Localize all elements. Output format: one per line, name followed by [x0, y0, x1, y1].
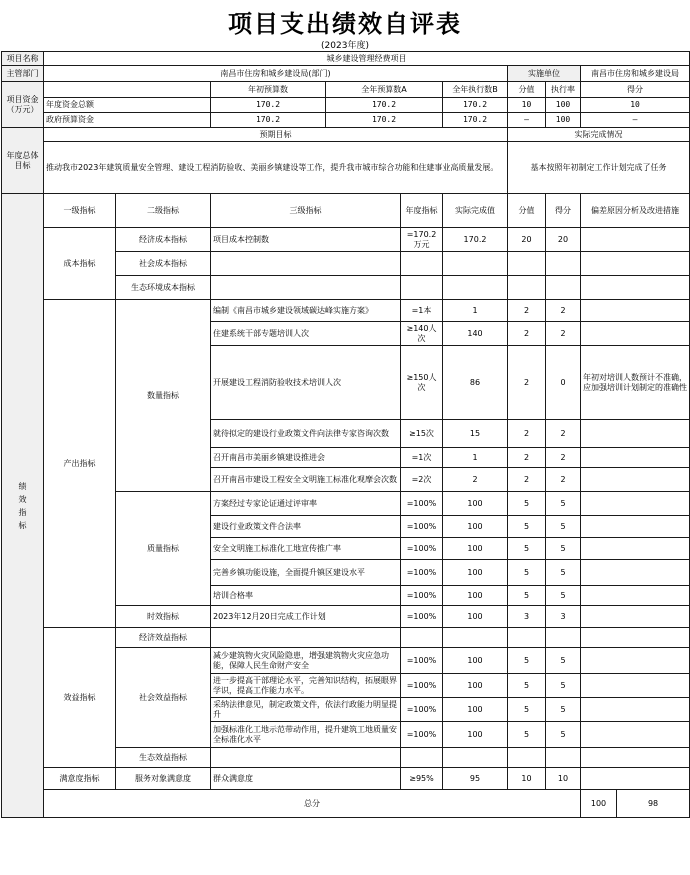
indicator-score: 5 — [508, 722, 546, 748]
header-target: 年度指标 — [401, 194, 443, 228]
effect-social: 社会效益指标 — [116, 648, 211, 748]
cost-l1: 成本指标 — [44, 228, 116, 300]
indicator-score: 5 — [508, 674, 546, 698]
indicator-target: ≥95% — [401, 768, 443, 790]
indicator-actual: 15 — [443, 420, 508, 448]
indicator-reason — [581, 698, 690, 722]
indicator-score: 2 — [508, 448, 546, 468]
header-level3: 三级指标 — [211, 194, 401, 228]
total-label: 总分 — [44, 790, 581, 818]
indicator-reason — [581, 606, 690, 628]
indicator-reason — [581, 448, 690, 468]
header-reason: 偏差原因分析及改进措施 — [581, 194, 690, 228]
indicator-reason — [581, 322, 690, 346]
indicator-target: =100% — [401, 560, 443, 586]
indicator-score: 5 — [508, 492, 546, 516]
indicator-target: =100% — [401, 698, 443, 722]
project-name: 城乡建设管理经费项目 — [44, 52, 690, 66]
indicator-reason — [581, 722, 690, 748]
indicator-target: ≥140人次 — [401, 322, 443, 346]
indicator-actual: 2 — [443, 468, 508, 492]
goals-label: 年度总体目标 — [2, 128, 44, 194]
indicator-got: 2 — [546, 322, 581, 346]
indicator-name: 住建系统干部专题培训人次 — [211, 322, 401, 346]
indicator-actual: 86 — [443, 346, 508, 420]
indicator-got: 2 — [546, 448, 581, 468]
indicator-name: 减少建筑物火灾风险隐患，增强建筑物火灾应急功能，保障人民生命财产安全 — [211, 648, 401, 674]
indicator-reason — [581, 648, 690, 674]
dept-value: 南昌市住房和城乡建设局(部门) — [44, 66, 508, 82]
funds-cell: 170.2 — [326, 98, 443, 113]
indicator-name: 编制《南昌市城乡建设领域碳达峰实施方案》 — [211, 300, 401, 322]
indicator-score: 2 — [508, 322, 546, 346]
output-quantity: 数量指标 — [116, 300, 211, 492]
indicator-target: =100% — [401, 648, 443, 674]
performance-indicator-label: 绩效指标 — [2, 194, 44, 818]
indicator-got: 5 — [546, 586, 581, 606]
indicator-score: 5 — [508, 586, 546, 606]
indicator-got: 3 — [546, 606, 581, 628]
indicator-name: 采纳法律意见，制定政策文件，依法行政能力明显提升 — [211, 698, 401, 722]
impl-value: 南昌市住房和城乡建设局 — [581, 66, 690, 82]
indicator-score: 2 — [508, 300, 546, 322]
cost-row-got: 20 — [546, 228, 581, 252]
funds-header-initial: 年初预算数 — [211, 82, 326, 98]
total-score: 100 — [581, 790, 617, 818]
total-got: 98 — [617, 790, 690, 818]
indicator-target: =100% — [401, 586, 443, 606]
funds-cell: 100 — [546, 113, 581, 128]
cost-row-name: 项目成本控制数 — [211, 228, 401, 252]
indicator-got: 5 — [546, 698, 581, 722]
indicator-name: 进一步提高干部理论水平，完善知识结构，拓展眼界学识，提高工作能力水平。 — [211, 674, 401, 698]
indicator-got: 0 — [546, 346, 581, 420]
indicator-target: =100% — [401, 606, 443, 628]
indicator-actual: 100 — [443, 698, 508, 722]
indicator-name: 开展建设工程消防验收技术培训人次 — [211, 346, 401, 420]
indicator-name: 加强标准化工地示范带动作用，提升建筑工地质量安全标准化水平 — [211, 722, 401, 748]
indicator-actual: 100 — [443, 538, 508, 560]
indicator-reason — [581, 586, 690, 606]
cost-row-actual: 170.2 — [443, 228, 508, 252]
indicator-reason — [581, 300, 690, 322]
funds-cell: 170.2 — [211, 113, 326, 128]
year-label: (2023年度) — [321, 41, 369, 51]
indicator-actual: 100 — [443, 492, 508, 516]
indicator-actual: 100 — [443, 722, 508, 748]
indicator-target: =2次 — [401, 468, 443, 492]
indicator-target: =1本 — [401, 300, 443, 322]
indicator-got: 5 — [546, 560, 581, 586]
indicator-got: 5 — [546, 674, 581, 698]
indicator-reason: 年初对培训人数预计不准确，应加强培训计划制定的准确性 — [581, 346, 690, 420]
goals-actual-label: 实际完成情况 — [508, 128, 690, 142]
indicator-actual: 140 — [443, 322, 508, 346]
cost-row-reason — [581, 228, 690, 252]
header-level2: 二级指标 — [116, 194, 211, 228]
funds-cell: 170.2 — [326, 113, 443, 128]
indicator-target: ≥15次 — [401, 420, 443, 448]
indicator-name: 就待拟定的建设行业政策文件向法律专家咨询次数 — [211, 420, 401, 448]
output-time: 时效指标 — [116, 606, 211, 628]
funds-cell: 170.2 — [211, 98, 326, 113]
dept-label: 主管部门 — [2, 66, 44, 82]
funds-cell: 170.2 — [443, 98, 508, 113]
output-quality: 质量指标 — [116, 492, 211, 606]
self-evaluation-table — [1, 51, 690, 818]
cost-social: 社会成本指标 — [116, 252, 211, 276]
indicator-score: 5 — [508, 560, 546, 586]
indicator-reason — [581, 560, 690, 586]
indicator-name: 安全文明施工标准化工地宣传推广率 — [211, 538, 401, 560]
goals-actual-text: 基本按照年初制定工作计划完成了任务 — [508, 142, 690, 194]
indicator-score: 5 — [508, 698, 546, 722]
funds-row-label: 政府预算资金 — [44, 113, 211, 128]
indicator-score: 2 — [508, 420, 546, 448]
indicator-actual: 100 — [443, 674, 508, 698]
indicator-score: 2 — [508, 468, 546, 492]
indicator-target: =100% — [401, 538, 443, 560]
indicator-reason — [581, 538, 690, 560]
header-score: 分值 — [508, 194, 546, 228]
cost-economic: 经济成本指标 — [116, 228, 211, 252]
indicator-target: =100% — [401, 722, 443, 748]
indicator-name: 培训合格率 — [211, 586, 401, 606]
indicator-got: 5 — [546, 538, 581, 560]
indicator-got: 5 — [546, 516, 581, 538]
funds-header-score: 分值 — [508, 82, 546, 98]
funds-corner — [44, 82, 211, 98]
indicator-target: =100% — [401, 516, 443, 538]
indicator-name: 完善乡镇功能设施，全面提升镇区建设水平 — [211, 560, 401, 586]
indicator-name: 方案经过专家论证通过评审率 — [211, 492, 401, 516]
header-got: 得分 — [546, 194, 581, 228]
indicator-got: 2 — [546, 468, 581, 492]
indicator-name: 召开南昌市建设工程安全文明施工标准化观摩会次数 — [211, 468, 401, 492]
indicator-reason — [581, 492, 690, 516]
indicator-target: =1次 — [401, 448, 443, 468]
indicator-got: 10 — [546, 768, 581, 790]
indicator-got: 5 — [546, 648, 581, 674]
indicator-actual: 1 — [443, 300, 508, 322]
effect-l1: 效益指标 — [44, 628, 116, 768]
goals-expected-text: 推动我市2023年建筑质量安全管理、建设工程消防验收、美丽乡镇建设等工作，提升我市城市综合功能和住建事业高质量发展。 — [44, 142, 508, 194]
indicator-actual: 100 — [443, 586, 508, 606]
effect-economic: 经济效益指标 — [116, 628, 211, 648]
cost-eco: 生态环境成本指标 — [116, 276, 211, 300]
funds-header-budget-a: 全年预算数A — [326, 82, 443, 98]
cost-row-target: =170.2万元 — [401, 228, 443, 252]
indicator-score: 3 — [508, 606, 546, 628]
effect-eco: 生态效益指标 — [116, 748, 211, 768]
indicator-target: =100% — [401, 492, 443, 516]
project-name-label: 项目名称 — [2, 52, 44, 66]
indicator-actual: 100 — [443, 606, 508, 628]
indicator-reason — [581, 674, 690, 698]
funds-cell: — — [508, 113, 546, 128]
funds-header-rate: 执行率 — [546, 82, 581, 98]
indicator-target: ≥150人次 — [401, 346, 443, 420]
funds-row-label: 年度资金总额 — [44, 98, 211, 113]
indicator-actual: 100 — [443, 516, 508, 538]
impl-label: 实施单位 — [508, 66, 581, 82]
header-level1: 一级指标 — [44, 194, 116, 228]
satisfaction-l1: 满意度指标 — [44, 768, 116, 790]
indicator-reason — [581, 468, 690, 492]
indicator-got: 5 — [546, 722, 581, 748]
indicator-score: 10 — [508, 768, 546, 790]
indicator-actual: 1 — [443, 448, 508, 468]
funds-header-exec-b: 全年执行数B — [443, 82, 508, 98]
funds-label: 项目资金（万元） — [2, 82, 44, 128]
funds-cell: 10 — [581, 98, 690, 113]
indicator-name: 群众满意度 — [211, 768, 401, 790]
indicator-reason — [581, 516, 690, 538]
indicator-reason — [581, 768, 690, 790]
output-l1: 产出指标 — [44, 300, 116, 628]
indicator-score: 5 — [508, 538, 546, 560]
indicator-name: 建设行业政策文件合法率 — [211, 516, 401, 538]
indicator-got: 2 — [546, 300, 581, 322]
indicator-target: =100% — [401, 674, 443, 698]
funds-cell: 10 — [508, 98, 546, 113]
header-actual: 实际完成值 — [443, 194, 508, 228]
indicator-reason — [581, 420, 690, 448]
satisfaction-l2: 服务对象满意度 — [116, 768, 211, 790]
indicator-actual: 100 — [443, 648, 508, 674]
indicator-name: 2023年12月20日完成工作计划 — [211, 606, 401, 628]
funds-header-got: 得分 — [581, 82, 690, 98]
funds-cell: 100 — [546, 98, 581, 113]
indicator-got: 5 — [546, 492, 581, 516]
funds-cell: — — [581, 113, 690, 128]
indicator-actual: 100 — [443, 560, 508, 586]
indicator-got: 2 — [546, 420, 581, 448]
indicator-score: 2 — [508, 346, 546, 420]
indicator-name: 召开南昌市美丽乡镇建设推进会 — [211, 448, 401, 468]
indicator-score: 5 — [508, 648, 546, 674]
funds-cell: 170.2 — [443, 113, 508, 128]
goals-expected-label: 预期目标 — [44, 128, 508, 142]
page-title: 项目支出绩效自评表 — [228, 9, 462, 38]
cost-row-score: 20 — [508, 228, 546, 252]
indicator-actual: 95 — [443, 768, 508, 790]
indicator-score: 5 — [508, 516, 546, 538]
